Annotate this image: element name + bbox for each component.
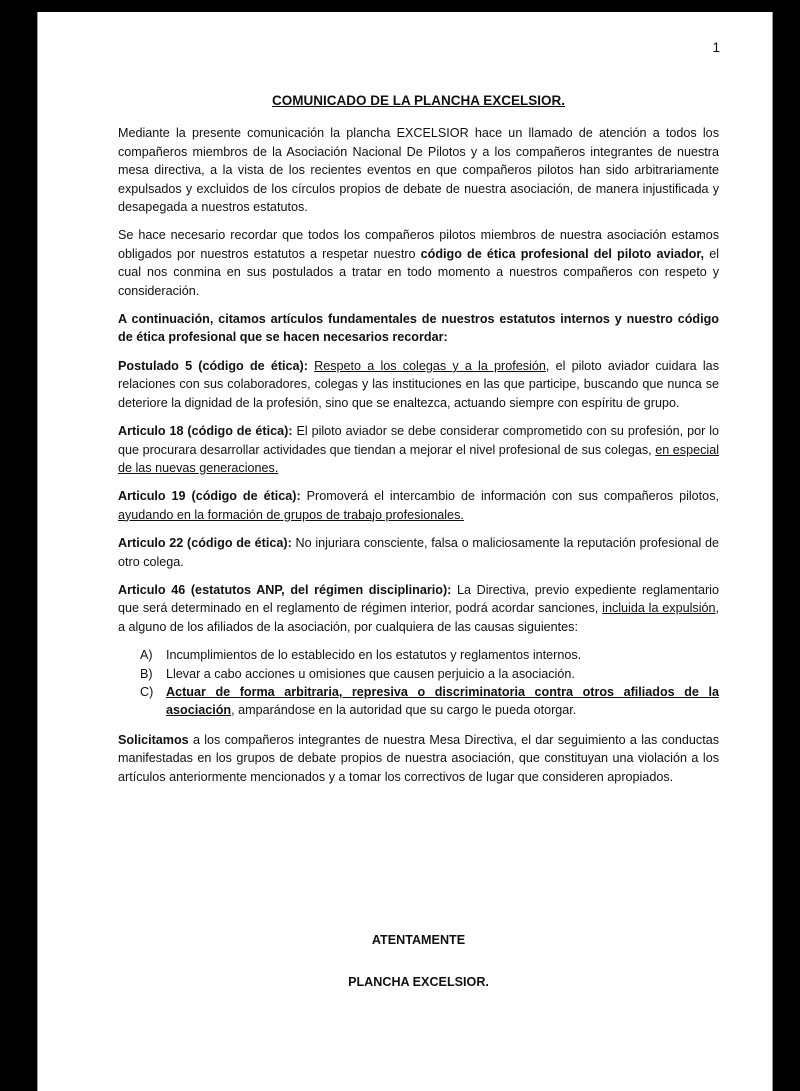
causes-list (118, 646, 719, 720)
paragraph-articles-intro (118, 310, 719, 347)
list-item (118, 646, 719, 664)
articulo-46-text: La Directiva, previo expediente reglamentario que será determinado en el reglamento de régimen interior, podrá acordar sanciones, (118, 582, 719, 616)
articles-intro-text: A continuación, citamos artículos fundamentales de nuestros estatutos internos y nuestro código de ética profesional que se hacen necesarios recordar: (118, 312, 719, 345)
paragraph-articulo-18 (118, 422, 719, 477)
list-item-letter: C) (140, 684, 154, 699)
list-item-text: Incumplimientos de lo establecido en los estatutos y reglamentos internos. (166, 648, 582, 663)
articulo-19-label: Articulo 19 (código de ética): (118, 489, 301, 504)
list-item-emphasis: Actuar de forma arbitraria, represiva o discriminatoria contra otros afiliados de la asociación (166, 684, 719, 718)
postulado-5-label: Postulado 5 (código de ética): (118, 358, 308, 373)
list-item (118, 683, 719, 720)
ethics-code-name: código de ética profesional del piloto aviador, (420, 246, 705, 261)
request-keyword: Solicitamos (118, 732, 189, 747)
articulo-46-tail: , a alguno de los afiliados de la asociación, por cualquiera de las causas siguientes: (118, 601, 720, 634)
list-item-letter: A) (140, 648, 153, 663)
articulo-22-text: No injuriara consciente, falsa o maliciosamente la reputación profesional de otro colega. (118, 536, 719, 569)
articulo-22-label: Articulo 22 (código de ética): (118, 536, 292, 551)
articulo-18-text: El piloto aviador se debe considerar comprometido con su profesión, por lo que procurara desarrollar actividades que tiendan a mejorar el nivel profesional de sus colegas, (118, 424, 719, 457)
articulo-19-emphasis: ayudando en la formación de grupos de trabajo profesionales. (118, 507, 464, 522)
document-page (37, 12, 773, 1091)
ethics-reminder-text: Se hace necesario recordar que todos los compañeros pilotos miembros de nuestra asociación estamos obligados por nuestros estatutos a respetar nuestro (118, 228, 719, 261)
document-body (118, 92, 719, 796)
paragraph-intro: Mediante la presente comunicación la plancha EXCELSIOR hace un llamado de atención a todos los compañeros miembros de la Asociación Nacional De Pilotos y a los compañeros integrantes de nuestra mesa directiva, a la vista de los recientes eventos en que compañeros pilotos han sido arbitrariamente expulsados y excluidos de los círculos propios de debate de nuestra asociación, de manera injustificada y desapegada a nuestros estatutos. (118, 126, 719, 215)
articulo-46-label: Articulo 46 (estatutos ANP, del régimen disciplinario): (118, 582, 452, 597)
document-title: COMUNICADO DE LA PLANCHA EXCELSIOR. (271, 93, 565, 108)
list-item (118, 665, 719, 683)
paragraph-ethics-reminder (118, 226, 719, 300)
articulo-18-label: Articulo 18 (código de ética): (118, 424, 293, 439)
paragraph-postulado-5 (118, 357, 719, 412)
list-item-text: , amparándose en la autoridad que su cargo le pueda otorgar. (231, 703, 577, 718)
list-item-letter: B) (140, 666, 153, 681)
closing-salutation: ATENTAMENTE (371, 933, 466, 947)
postulado-5-heading: Respeto a los colegas y a la profesión (314, 358, 546, 373)
list-item-text: Llevar a cabo acciones u omisiones que causen perjuicio a la asociación. (166, 666, 575, 681)
articulo-18-emphasis: en especial de las nuevas generaciones. (118, 442, 720, 475)
closing-signature: PLANCHA EXCELSIOR. (348, 975, 489, 989)
page-number: 1 (712, 40, 720, 55)
articulo-46-emphasis: incluida la expulsión (602, 601, 716, 616)
articulo-19-text: Promoverá el intercambio de información con sus compañeros pilotos, (300, 489, 719, 504)
paragraph-request (118, 731, 719, 786)
paragraph-articulo-46 (118, 581, 719, 636)
postulado-5-text: , el piloto aviador cuidara las relaciones con sus colaboradores, colegas y las instituciones en las que participe, buscando que nunca se deteriore la dignidad de la profesión, sino que se enaltezca, actuando siempre con espíritu de grupo. (118, 358, 719, 410)
paragraph-articulo-22 (118, 534, 719, 571)
ethics-reminder-tail: el cual nos conmina en sus postulados a tratar en todo momento a nuestros compañeros con respeto y consideración. (118, 246, 719, 298)
request-text: a los compañeros integrantes de nuestra Mesa Directiva, el dar seguimiento a las conductas manifestadas en los grupos de debate propios de nuestra asociación, que constituyan una violación a los artículos anteriormente mencionados y a tomar los correctivos de lugar que consideren apropiados. (118, 732, 719, 784)
paragraph-articulo-19 (118, 487, 719, 524)
